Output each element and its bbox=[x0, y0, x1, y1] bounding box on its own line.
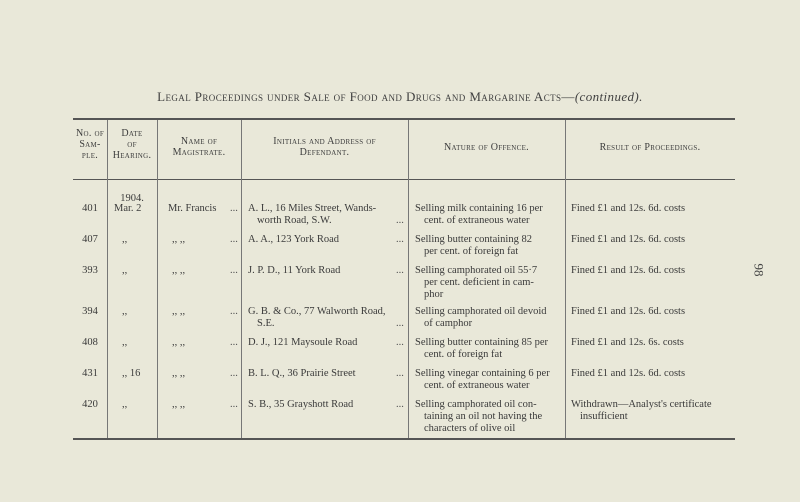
cell-date: ,, bbox=[122, 337, 128, 348]
cell-sample: 407 bbox=[82, 234, 98, 245]
offence-line: per cent. deficient in cam- bbox=[424, 277, 534, 288]
cell-magistrate: ,, ,, bbox=[172, 368, 186, 379]
leader-dots: ... bbox=[396, 368, 404, 379]
offence-line: cent. of extraneous water bbox=[424, 380, 530, 391]
offence-line: phor bbox=[424, 289, 444, 300]
cell-defendant bbox=[248, 203, 410, 227]
col-divider bbox=[241, 120, 242, 438]
leader-dots: ... bbox=[396, 337, 404, 348]
cell-sample: 401 bbox=[82, 203, 98, 214]
leader-dots: ... bbox=[230, 399, 238, 410]
col-divider bbox=[107, 120, 108, 438]
table-bottom-rule bbox=[73, 438, 735, 440]
result-line: Withdrawn—Analyst's certificate bbox=[571, 399, 712, 410]
offence-line: Selling camphorated oil con- bbox=[415, 399, 537, 410]
cell-result bbox=[571, 337, 736, 349]
header-sample: No. of Sam- ple. bbox=[75, 128, 105, 161]
leader-dots: ... bbox=[396, 265, 404, 276]
cell-sample: 431 bbox=[82, 368, 98, 379]
header-magistrate: Name of Magistrate. bbox=[172, 136, 226, 158]
cell-date: ,, bbox=[122, 399, 128, 410]
cell-result bbox=[571, 368, 736, 380]
offence-line: Selling vinegar containing 6 per bbox=[415, 368, 550, 379]
leader-dots: ... bbox=[230, 203, 238, 214]
cell-result bbox=[571, 399, 736, 423]
offence-line: per cent. of foreign fat bbox=[424, 246, 519, 257]
cell-defendant bbox=[248, 368, 410, 380]
offence-line: of camphor bbox=[424, 318, 473, 329]
cell-magistrate: ,, ,, bbox=[172, 265, 186, 276]
defendant-line: A. A., 123 York Road bbox=[248, 234, 340, 245]
defendant-line: A. L., 16 Miles Street, Wands- bbox=[248, 203, 377, 214]
offence-line: characters of olive oil bbox=[424, 423, 516, 434]
col-divider bbox=[408, 120, 409, 438]
cell-offence bbox=[415, 306, 567, 330]
page-number: 98 bbox=[751, 263, 767, 277]
cell-offence bbox=[415, 368, 567, 392]
offence-line: Selling camphorated oil 55·7 bbox=[415, 265, 538, 276]
result-line: Fined £1 and 12s. 6s. costs bbox=[571, 337, 684, 348]
cell-date: ,, bbox=[122, 234, 128, 245]
cell-date: ,, bbox=[122, 265, 128, 276]
leader-dots: ... bbox=[230, 368, 238, 379]
year-label: 1904. bbox=[120, 193, 144, 204]
defendant-line: D. J., 121 Maysoule Road bbox=[248, 337, 358, 348]
defendant-line: S. B., 35 Grayshott Road bbox=[248, 399, 354, 410]
defendant-line: J. P. D., 11 York Road bbox=[248, 265, 341, 276]
cell-sample: 420 bbox=[82, 399, 98, 410]
cell-magistrate: ,, ,, bbox=[172, 306, 186, 317]
leader-dots: ... bbox=[230, 337, 238, 348]
cell-date: Mar. 2 bbox=[114, 203, 142, 214]
leader-dots: ... bbox=[396, 234, 404, 245]
result-line: Fined £1 and 12s. 6d. costs bbox=[571, 265, 686, 276]
cell-offence bbox=[415, 203, 567, 227]
offence-line: cent. of extraneous water bbox=[424, 215, 530, 226]
offence-line: taining an oil not having the bbox=[424, 411, 543, 422]
cell-date: ,, bbox=[122, 306, 128, 317]
header-bottom-rule bbox=[73, 179, 735, 180]
result-line: Fined £1 and 12s. 6d. costs bbox=[571, 368, 686, 379]
cell-result bbox=[571, 234, 736, 246]
cell-defendant bbox=[248, 399, 410, 411]
col-divider bbox=[157, 120, 158, 438]
leader-dots: ... bbox=[396, 318, 404, 329]
leader-dots: ... bbox=[396, 215, 404, 226]
cell-sample: 394 bbox=[82, 306, 98, 317]
defendant-line: G. B. & Co., 77 Walworth Road, bbox=[248, 306, 386, 317]
result-line: Fined £1 and 12s. 6d. costs bbox=[571, 203, 686, 214]
cell-result bbox=[571, 306, 736, 318]
defendant-line: worth Road, S.W. bbox=[257, 215, 332, 226]
cell-offence bbox=[415, 265, 567, 301]
result-line: insufficient bbox=[580, 411, 628, 422]
page-title: Legal Proceedings under Sale of Food and Drugs and Margarine Acts—(continued). bbox=[157, 89, 643, 104]
header-defendant: Initials and Address of Defendant. bbox=[273, 136, 376, 158]
leader-dots: ... bbox=[230, 265, 238, 276]
cell-magistrate: ,, ,, bbox=[172, 234, 186, 245]
cell-magistrate: ,, ,, bbox=[172, 399, 186, 410]
cell-defendant bbox=[248, 337, 410, 349]
header-result: Result of Proceedings. bbox=[599, 142, 701, 153]
cell-result bbox=[571, 265, 736, 277]
defendant-line: S.E. bbox=[257, 318, 275, 329]
result-line: Fined £1 and 12s. 6d. costs bbox=[571, 234, 686, 245]
cell-defendant bbox=[248, 265, 410, 277]
cell-date: ,, 16 bbox=[122, 368, 141, 379]
leader-dots: ... bbox=[396, 399, 404, 410]
cell-defendant bbox=[248, 306, 410, 330]
header-offence: Nature of Offence. bbox=[444, 142, 529, 153]
cell-magistrate: ,, ,, bbox=[172, 337, 186, 348]
cell-offence bbox=[415, 399, 567, 435]
cell-defendant bbox=[248, 234, 410, 246]
leader-dots: ... bbox=[230, 306, 238, 317]
cell-result bbox=[571, 203, 736, 215]
header-date: Date of Hearing. bbox=[112, 128, 152, 161]
defendant-line: B. L. Q., 36 Prairie Street bbox=[248, 368, 356, 379]
cell-offence bbox=[415, 234, 567, 258]
cell-sample: 408 bbox=[82, 337, 98, 348]
offence-line: Selling milk containing 16 per bbox=[415, 203, 543, 214]
table-top-rule bbox=[73, 118, 735, 120]
leader-dots: ... bbox=[230, 234, 238, 245]
cell-sample: 393 bbox=[82, 265, 98, 276]
offence-line: cent. of foreign fat bbox=[424, 349, 503, 360]
result-line: Fined £1 and 12s. 6d. costs bbox=[571, 306, 686, 317]
offence-line: Selling butter containing 85 per bbox=[415, 337, 548, 348]
cell-magistrate: Mr. Francis bbox=[168, 203, 217, 214]
cell-offence bbox=[415, 337, 567, 361]
offence-line: Selling butter containing 82 bbox=[415, 234, 532, 245]
offence-line: Selling camphorated oil devoid bbox=[415, 306, 547, 317]
